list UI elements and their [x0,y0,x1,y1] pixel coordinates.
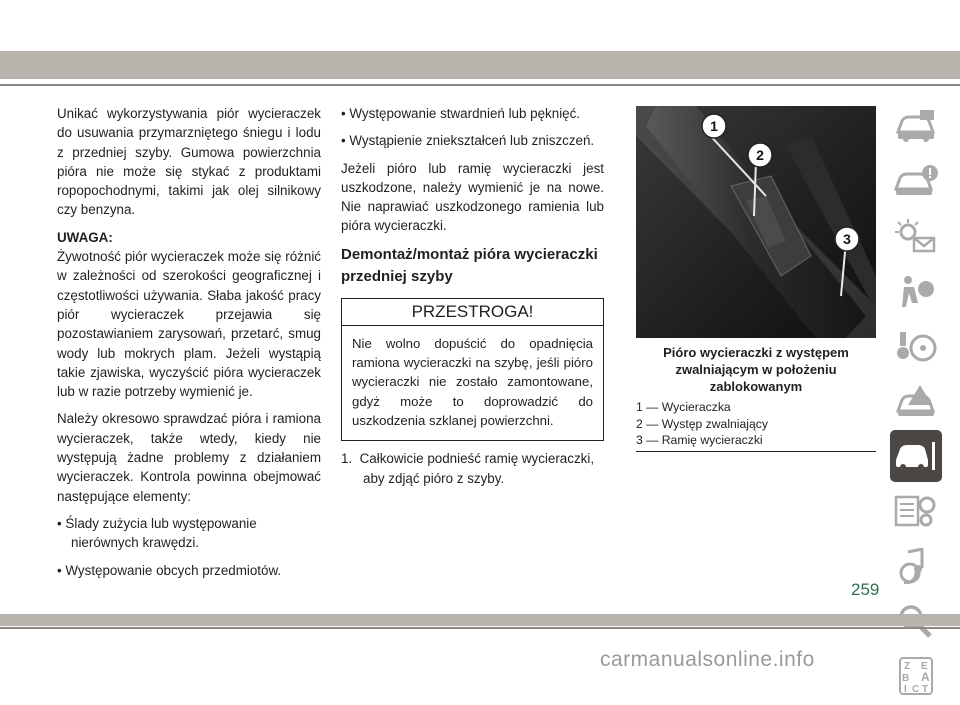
tab-airbag[interactable] [890,265,942,317]
caution-title: PRZESTROGA! [342,299,603,326]
paragraph-replace: Jeżeli pióro lub ramię wycieraczki jest uszkodzone, należy wymienić je na nowe. Nie naprawiać uszkodzonego ramienia lub pióra wycieraczki. [341,160,604,234]
callout-1 [702,114,726,138]
svg-text:T: T [922,684,929,695]
note-label: UWAGA: [57,229,113,245]
watermark: carmanualsonline.info [600,648,815,671]
paragraph-wiper-care: Unikać wykorzystywania piór wycieraczek do usuwania przymarzniętego śniegu i lodu z przedniej szyby. Gumowa powierzchnia pióra nie może się stykać z produktami ropopochodnymi, takimi jak olej silnikowy czy benzyna. [57,106,321,218]
svg-text:I: I [904,684,907,695]
wiper-blade-photo [636,106,876,338]
airbag-icon [894,273,938,309]
warning-triangle-icon [894,383,938,419]
legend-item: 3 — Ramię wycieraczki [636,433,763,447]
step-item [341,449,604,488]
page-number: 259 [851,580,880,599]
tab-car-info[interactable] [890,155,942,207]
tab-specs[interactable] [890,485,942,537]
svg-text:E: E [921,661,928,672]
tab-car-maintenance[interactable] [890,430,942,482]
footer-rule [0,627,960,629]
caution-box [341,298,604,441]
caution-text: Nie wolno dopuścić do opadnięcia ramiona wycieraczki na szybę, jeśli pióro wycieraczki nie zostało zamontowane, gdyż może to doprowadzić do uszkodzenia szklanej powierzchni. [352,335,593,428]
column-middle [341,104,604,488]
step-text: Całkowicie podnieść ramię wycieraczki, aby zdjąć pióro z szyby. [359,451,595,486]
steering-wheel-icon [894,328,938,364]
header-band [0,51,960,79]
index-icon [894,656,938,696]
specs-icon [894,493,938,529]
tab-car-dashboard[interactable] [890,100,942,152]
tab-multimedia[interactable] [890,540,942,592]
callout-3 [835,227,859,251]
header-rule [0,84,960,86]
bullet-item: • Wystąpienie zniekształceń lub zniszczeń. [341,133,595,149]
svg-text:1: 1 [710,118,718,134]
multimedia-icon [894,548,938,584]
section-heading: Demontaż/montaż pióra wycieraczki przedniej szyby [341,245,598,285]
svg-text:3: 3 [843,231,851,247]
footer-band [0,614,960,626]
tab-steering-wheel[interactable] [890,320,942,372]
legend-item: 1 — Wycieraczka [636,400,731,414]
svg-text:B: B [902,673,910,684]
svg-text:2: 2 [756,147,764,163]
tab-warning-triangle[interactable] [890,375,942,427]
bullet-item: • Ślady zużycia lub występowanie nierównych krawędzi. [57,515,257,551]
column-left [57,104,321,588]
note-text: Żywotność piór wycieraczek może się różnić w zależności od szerokości geograficznej i częstotliwości używania. Słaba jakość pracy piór wycieraczek przejawia się pozostawianiem zarysowań, przetarć, smug wody lub mokrych plam. Jeżeli wystąpią takie zjawiska, wyczyścić pióra wycieraczek lub w razie potrzeby wymienić je. [57,249,321,400]
step-number: 1. [341,451,353,467]
figure-caption: Pióro wycieraczki z występem zwalniającym w położeniu zablokowanym [663,345,849,394]
paragraph-inspection: Należy okresowo sprawdzać pióra i ramiona wycieraczek, także wtedy, kiedy nie występują żadne problemy z działaniem wycieraczek. Kontrola powinna obejmować następujące elementy: [57,411,321,504]
svg-text:Z: Z [904,661,911,672]
lights-message-icon [894,218,938,254]
figure-legend [636,399,876,449]
svg-text:A: A [921,670,930,684]
car-info-icon [894,163,938,199]
bullet-item: • Występowanie obcych przedmiotów. [57,562,282,578]
bullet-item: • Występowanie stwardnień lub pęknięć. [341,106,581,121]
car-dashboard-icon [894,108,938,144]
car-maintenance-icon [894,438,938,474]
svg-text:C: C [912,684,920,695]
legend-rule [636,451,876,452]
tab-lights-message[interactable] [890,210,942,262]
callout-2 [748,143,772,167]
tab-index[interactable] [890,650,942,702]
legend-item: 2 — Występ zwalniający [636,416,768,431]
